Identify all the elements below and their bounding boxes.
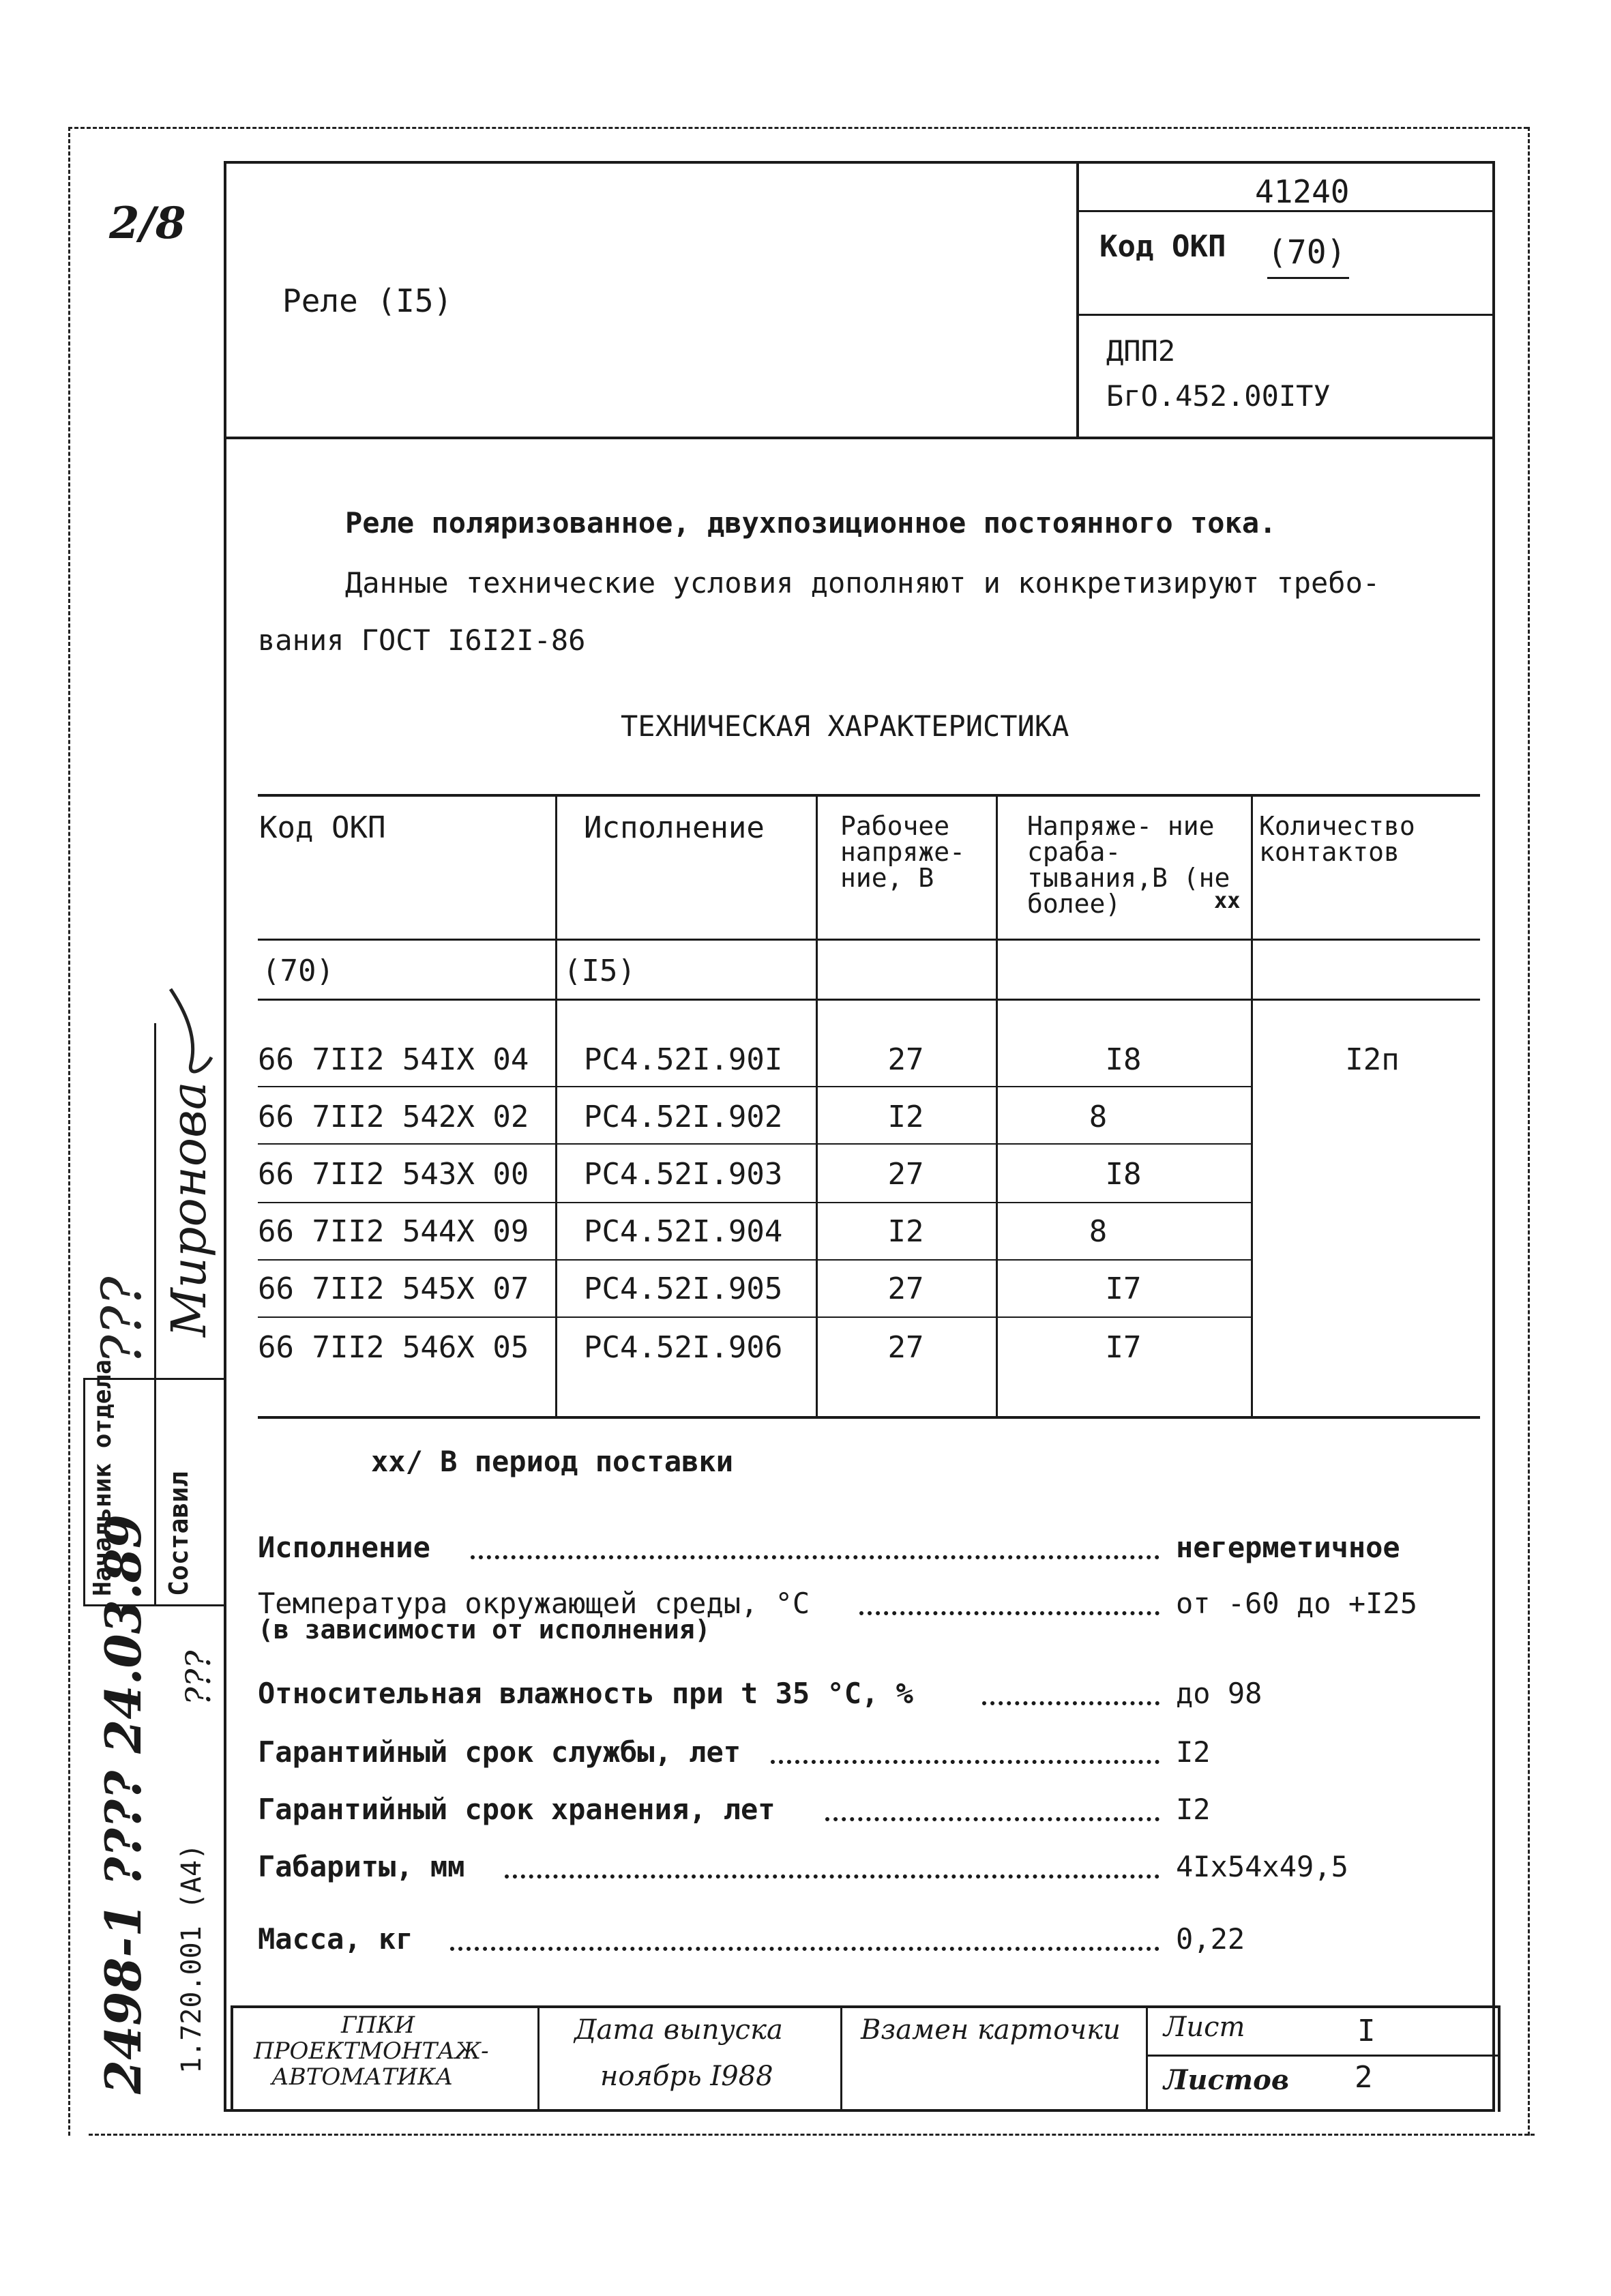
col-header-variant: Исполнение [584, 810, 765, 845]
spec-label: Гарантийный срок службы, лет [258, 1735, 741, 1769]
role-head: Начальник отдела [89, 1359, 117, 1596]
contacts-count: I2п [1345, 1042, 1400, 1077]
row-variant: PC4.52I.902 [584, 1100, 783, 1134]
sheet-value: I [1357, 2014, 1376, 2048]
row-okp-code: 66 7II2 545X 07 [258, 1271, 529, 1306]
okp-label: Код ОКП [1099, 229, 1226, 264]
sheets-label: Листов [1164, 2064, 1290, 2096]
signature-author-flourish [157, 982, 225, 1085]
row-trip-voltage: 8 [1089, 1214, 1108, 1249]
format-code: 1.720.001 (A4) [176, 1843, 207, 2074]
row-working-voltage: 27 [887, 1330, 924, 1365]
role-author: Составил [164, 1471, 194, 1596]
document-title: Реле (I5) [282, 282, 453, 319]
row-okp-code: 66 7II2 546X 05 [258, 1330, 529, 1365]
row-trip-voltage: I8 [1105, 1042, 1142, 1077]
row-variant: PC4.52I.90I [584, 1042, 783, 1077]
spec-note: (в зависимости от исполнения) [258, 1615, 711, 1645]
row-trip-voltage: I7 [1105, 1330, 1142, 1365]
doc-code-line1: ДПП2 [1106, 334, 1176, 368]
spec-label: Габариты, мм [258, 1850, 465, 1883]
spec-value: до 98 [1176, 1677, 1262, 1710]
sheet-label: Лист [1164, 2012, 1245, 2043]
row-okp-code: 66 7II2 542X 02 [258, 1100, 529, 1134]
intro-line3: вания ГОСТ I6I2I-86 [258, 623, 586, 657]
row-trip-voltage: I8 [1105, 1157, 1142, 1192]
date-label: Дата выпуска [574, 2014, 783, 2046]
spec-value: от -60 до +I25 [1176, 1587, 1418, 1620]
table-heading: ТЕХНИЧЕСКАЯ ХАРАКТЕРИСТИКА [621, 709, 1069, 743]
org-line3: АВТОМАТИКА [271, 2063, 454, 2091]
spec-label: Гарантийный срок хранения, лет [258, 1793, 775, 1826]
spec-value: 0,22 [1176, 1922, 1245, 1956]
spec-label: Температура окружающей среды, °С [258, 1587, 810, 1620]
row-trip-voltage: 8 [1089, 1100, 1108, 1134]
row-variant: PC4.52I.903 [584, 1157, 783, 1192]
intro-line2: Данные технические условия дополняют и конкретизируют требо- [345, 566, 1380, 600]
row-okp-code: 66 7II2 544X 09 [258, 1214, 529, 1249]
row-working-voltage: 27 [887, 1271, 924, 1306]
spec-value: негерметичное [1176, 1531, 1400, 1564]
signature-author: Миронова [161, 1081, 217, 1337]
spec-label: Масса, кг [258, 1922, 413, 1956]
footnote: xx/ В период поставки [371, 1445, 734, 1478]
spec-value: 4Ix54x49,5 [1176, 1850, 1348, 1883]
col-header-contacts: Количество контактов [1259, 811, 1415, 867]
row-okp-code: 66 7II2 54IX 04 [258, 1042, 529, 1077]
subheader-variant: (I5) [563, 954, 636, 988]
org-line2: ПРОЕКТМОНТАЖ- [254, 2037, 489, 2065]
stamp-initials: ??? [179, 1650, 218, 1705]
card-code: 41240 [1255, 173, 1350, 210]
signature-head: ??? [90, 1276, 153, 1364]
row-working-voltage: I2 [887, 1214, 924, 1249]
okp-value: (70) [1267, 233, 1346, 271]
footnote-mark: xx [1214, 887, 1241, 913]
doc-code-line2: БгО.452.00ITУ [1106, 379, 1331, 413]
date-value: ноябрь I988 [600, 2061, 773, 2092]
row-variant: PC4.52I.905 [584, 1271, 783, 1306]
col-header-working-voltage: Рабочее напряже- ние, В [840, 811, 966, 893]
row-working-voltage: I2 [887, 1100, 924, 1134]
row-okp-code: 66 7II2 543X 00 [258, 1157, 529, 1192]
row-working-voltage: 27 [887, 1042, 924, 1077]
org-line1: ГПКИ [341, 2012, 415, 2039]
spec-value: I2 [1176, 1793, 1211, 1826]
sheet-number: 2/8 [109, 198, 186, 249]
spec-label: Относительная влажность при t 35 °С, % [258, 1677, 913, 1710]
subheader-okp: (70) [262, 954, 334, 988]
intro-line1: Реле поляризованное, двухпозиционное постоянного тока. [345, 506, 1277, 540]
spec-label: Исполнение [258, 1531, 430, 1564]
sheets-value: 2 [1355, 2060, 1373, 2095]
col-header-trip-voltage: Напряже- ние сраба- тывания,В (не более) [1027, 811, 1230, 919]
row-variant: PC4.52I.904 [584, 1214, 783, 1249]
registration-number: 2498-1 ???? 24.03.89 [94, 1514, 152, 2094]
replace-label: Взамен карточки [861, 2014, 1121, 2046]
spec-value: I2 [1176, 1735, 1211, 1769]
row-trip-voltage: I7 [1105, 1271, 1142, 1306]
row-variant: PC4.52I.906 [584, 1330, 783, 1365]
row-working-voltage: 27 [887, 1157, 924, 1192]
col-header-okp: Код ОКП [259, 810, 386, 845]
